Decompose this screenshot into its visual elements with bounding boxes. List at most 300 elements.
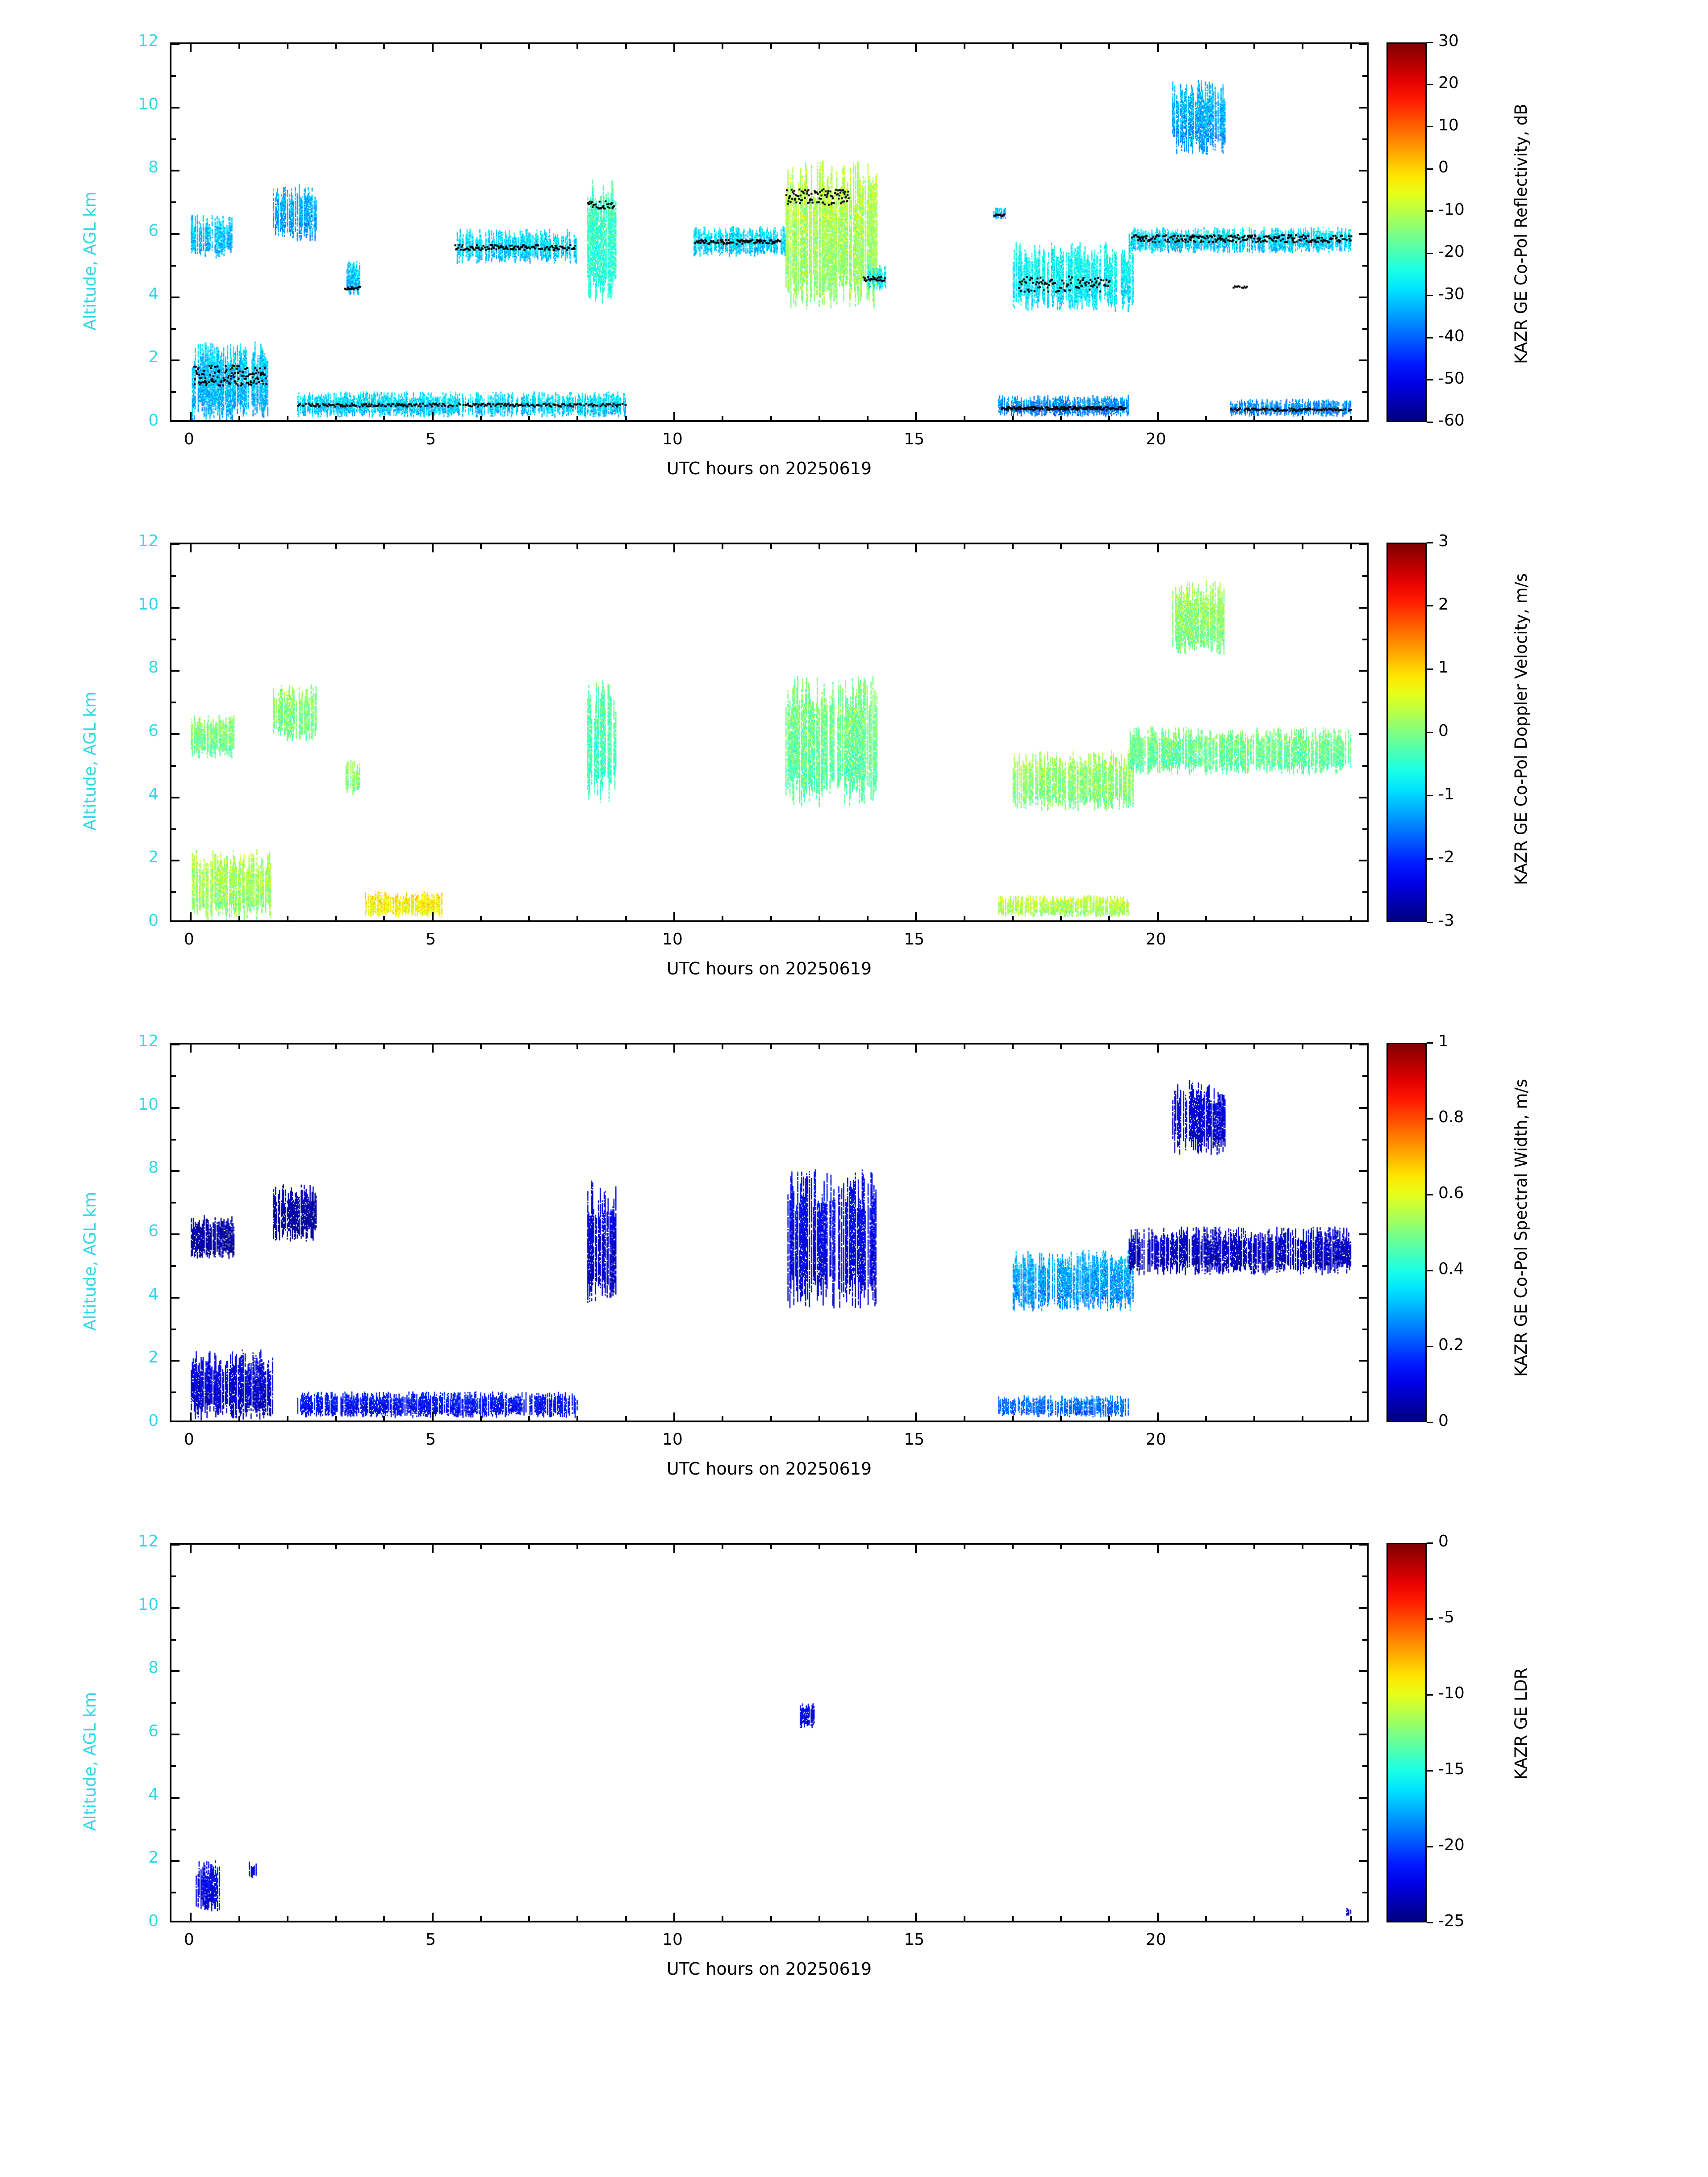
- y-tick-minor-right: [1362, 201, 1367, 203]
- x-tick-minor-top: [480, 1045, 482, 1049]
- x-tick-minor: [1350, 1416, 1352, 1421]
- x-tick-minor-top: [1012, 1545, 1014, 1549]
- x-tick-minor: [819, 916, 820, 920]
- y-tick-label: 8: [148, 158, 159, 177]
- x-tick-minor: [1060, 916, 1062, 920]
- x-tick-minor-top: [770, 544, 772, 549]
- colorbar-tick: [1427, 732, 1433, 733]
- x-tick-minor: [1205, 1416, 1207, 1421]
- x-tick-top: [673, 44, 675, 52]
- y-tick-minor-right: [1362, 138, 1367, 140]
- x-tick-minor-top: [335, 1545, 337, 1549]
- y-tick-label: 12: [138, 1032, 159, 1050]
- x-tick-top: [432, 1545, 434, 1553]
- y-tick: [171, 607, 180, 609]
- x-tick-minor: [625, 416, 627, 420]
- heatmap-canvas-0: [171, 44, 1369, 422]
- colorbar-tick-label: -2: [1438, 848, 1454, 867]
- x-tick-minor: [480, 1416, 482, 1421]
- x-tick-minor-top: [1302, 544, 1303, 549]
- y-tick: [171, 1297, 180, 1299]
- x-tick-minor-top: [1205, 544, 1207, 549]
- x-tick-minor-top: [625, 1045, 627, 1049]
- x-tick-minor: [238, 916, 240, 920]
- y-tick-minor-right: [1362, 702, 1367, 703]
- x-tick-label: 20: [1145, 930, 1166, 949]
- colorbar-tick-label: 1: [1438, 1032, 1449, 1050]
- y-tick-right: [1359, 1233, 1367, 1235]
- colorbar-tick: [1427, 126, 1433, 127]
- y-tick-minor-right: [1362, 639, 1367, 640]
- colorbar-tick-label: -10: [1438, 200, 1465, 219]
- colorbar-tick: [1427, 858, 1433, 860]
- x-tick-minor-top: [1205, 1045, 1207, 1049]
- x-tick-minor-top: [576, 1045, 578, 1049]
- x-tick-top: [673, 1545, 675, 1553]
- y-tick-minor: [171, 1829, 176, 1830]
- x-tick: [1157, 912, 1159, 920]
- x-tick-minor: [1108, 416, 1110, 420]
- x-tick-top: [915, 44, 917, 52]
- heatmap-canvas-1: [171, 544, 1369, 922]
- x-tick-label: 10: [662, 1430, 683, 1449]
- y-tick-minor-right: [1362, 391, 1367, 393]
- y-tick-label: 10: [138, 1095, 159, 1114]
- y-tick-label: 2: [148, 1348, 159, 1367]
- y-tick-label: 0: [148, 411, 159, 430]
- colorbar-title: KAZR GE Co-Pol Doppler Velocity, m/s: [1512, 573, 1531, 885]
- colorbar-tick: [1427, 669, 1433, 670]
- x-tick-label: 0: [184, 1430, 194, 1449]
- x-tick-minor-top: [1108, 1045, 1110, 1049]
- colorbar-tick: [1427, 1270, 1433, 1271]
- x-tick-minor-top: [1205, 1545, 1207, 1549]
- colorbar-tick: [1427, 379, 1433, 380]
- x-tick-minor: [1350, 416, 1352, 420]
- x-tick-minor: [1350, 1916, 1352, 1921]
- colorbar-tick-label: 0: [1438, 722, 1449, 740]
- x-tick: [432, 1913, 434, 1921]
- x-tick-minor: [383, 1916, 385, 1921]
- plot-area-1: [170, 543, 1369, 922]
- x-tick-minor-top: [1060, 1045, 1062, 1049]
- x-tick-minor: [1253, 416, 1255, 420]
- x-tick-minor: [1060, 1916, 1062, 1921]
- colorbar-tick: [1427, 295, 1433, 296]
- x-tick-minor-top: [287, 44, 288, 49]
- x-tick-label: 0: [184, 930, 194, 949]
- y-tick-label: 6: [148, 221, 159, 240]
- y-tick-minor-right: [1362, 1075, 1367, 1077]
- y-tick-right: [1359, 1360, 1367, 1362]
- x-tick-minor-top: [1060, 44, 1062, 49]
- panel-spectral-width: [0, 1000, 1708, 1492]
- plot-area-3: [170, 1543, 1369, 1922]
- x-tick-minor: [528, 1916, 530, 1921]
- x-tick-minor-top: [287, 1045, 288, 1049]
- y-axis-label: Altitude, AGL km: [80, 1692, 100, 1831]
- colorbar-tick: [1427, 1922, 1433, 1923]
- x-tick-minor: [770, 416, 772, 420]
- y-axis-label: Altitude, AGL km: [80, 1191, 100, 1331]
- y-tick-minor-right: [1362, 891, 1367, 893]
- x-tick-label: 20: [1145, 1930, 1166, 1949]
- x-tick-top: [190, 1545, 192, 1553]
- x-tick-top: [673, 1045, 675, 1053]
- x-tick-minor: [867, 1916, 869, 1921]
- x-tick-minor-top: [625, 544, 627, 549]
- x-tick-minor: [383, 916, 385, 920]
- colorbar-tick: [1427, 210, 1433, 212]
- x-tick-label: 10: [662, 1930, 683, 1949]
- x-tick-minor-top: [1350, 1045, 1352, 1049]
- x-tick: [915, 912, 917, 920]
- x-tick-top: [1157, 1045, 1159, 1053]
- y-tick-minor: [171, 828, 176, 830]
- y-tick-label: 8: [148, 658, 159, 677]
- y-tick: [171, 170, 180, 171]
- x-tick-top: [673, 544, 675, 552]
- x-tick-minor: [287, 916, 288, 920]
- y-tick-label: 8: [148, 1659, 159, 1677]
- colorbar-tick-label: -20: [1438, 242, 1465, 261]
- colorbar-tick-label: -1: [1438, 785, 1454, 803]
- x-tick-minor: [528, 1416, 530, 1421]
- panel-ldr: [0, 1500, 1708, 1992]
- x-tick-minor-top: [1012, 44, 1014, 49]
- x-tick-minor-top: [964, 44, 965, 49]
- x-tick-label: 15: [904, 1930, 925, 1949]
- x-tick-top: [915, 544, 917, 552]
- y-tick-minor: [171, 1075, 176, 1077]
- y-tick-minor: [171, 1202, 176, 1203]
- x-tick-minor: [480, 416, 482, 420]
- heatmap-canvas-2: [171, 1045, 1369, 1422]
- x-tick-minor-top: [480, 544, 482, 549]
- x-tick-minor-top: [819, 544, 820, 549]
- x-tick-minor-top: [238, 544, 240, 549]
- colorbar-tick: [1427, 1346, 1433, 1347]
- x-tick-minor-top: [1060, 544, 1062, 549]
- colorbar-tick-label: 0: [1438, 1412, 1449, 1430]
- y-tick-minor: [171, 201, 176, 203]
- x-tick: [673, 1913, 675, 1921]
- x-tick-minor-top: [867, 44, 869, 49]
- y-tick-minor: [171, 391, 176, 393]
- x-tick-minor-top: [722, 1045, 723, 1049]
- x-tick-minor-top: [1012, 544, 1014, 549]
- y-tick: [171, 1544, 180, 1546]
- y-tick-minor: [171, 1139, 176, 1141]
- y-tick-minor: [171, 265, 176, 267]
- x-tick: [673, 912, 675, 920]
- x-tick-top: [1157, 544, 1159, 552]
- x-tick-minor-top: [964, 1045, 965, 1049]
- x-tick-minor: [287, 416, 288, 420]
- x-tick-minor: [1302, 1416, 1303, 1421]
- x-tick-minor-top: [576, 1545, 578, 1549]
- x-tick-minor-top: [1302, 44, 1303, 49]
- colorbar-tick-label: 0: [1438, 1532, 1449, 1550]
- x-tick-top: [1157, 1545, 1159, 1553]
- x-tick-minor: [722, 916, 723, 920]
- colorbar-tick: [1427, 337, 1433, 338]
- x-tick-minor-top: [528, 44, 530, 49]
- x-tick-minor-top: [335, 1045, 337, 1049]
- y-tick-label: 4: [148, 1785, 159, 1804]
- x-tick-label: 5: [426, 1430, 436, 1449]
- y-tick-right: [1359, 543, 1367, 545]
- x-tick-minor: [238, 416, 240, 420]
- x-tick-minor: [1060, 416, 1062, 420]
- x-tick-minor: [1253, 1916, 1255, 1921]
- colorbar-tick-label: -30: [1438, 284, 1465, 303]
- y-tick-label: 12: [138, 1532, 159, 1550]
- x-tick: [190, 412, 192, 420]
- x-tick-minor-top: [1253, 44, 1255, 49]
- x-tick-minor-top: [770, 44, 772, 49]
- colorbar-tick-label: 20: [1438, 74, 1459, 92]
- y-tick-minor-right: [1362, 1639, 1367, 1641]
- x-tick-minor-top: [867, 1545, 869, 1549]
- y-tick-right: [1359, 1607, 1367, 1609]
- x-tick-minor: [722, 416, 723, 420]
- panel-doppler-velocity: [0, 500, 1708, 991]
- x-tick-minor-top: [1253, 1045, 1255, 1049]
- y-tick: [171, 860, 180, 861]
- x-tick-label: 20: [1145, 430, 1166, 448]
- y-tick-minor: [171, 1702, 176, 1704]
- x-tick: [915, 1913, 917, 1921]
- colorbar-title: KAZR GE Co-Pol Reflectivity, dB: [1512, 103, 1531, 364]
- x-tick-label: 10: [662, 430, 683, 448]
- y-tick-minor-right: [1362, 1265, 1367, 1267]
- colorbar-tick: [1427, 1422, 1433, 1423]
- x-tick-minor: [867, 416, 869, 420]
- x-tick-minor-top: [722, 1545, 723, 1549]
- y-tick: [171, 1860, 180, 1862]
- x-tick: [432, 912, 434, 920]
- colorbar-tick: [1427, 42, 1433, 43]
- x-tick-minor: [1205, 1916, 1207, 1921]
- y-tick-right: [1359, 1797, 1367, 1799]
- colorbar-tick-label: -40: [1438, 327, 1465, 346]
- x-tick-minor: [383, 1416, 385, 1421]
- y-tick: [171, 1734, 180, 1735]
- y-tick: [171, 733, 180, 735]
- y-tick-minor-right: [1362, 75, 1367, 77]
- x-tick-minor: [576, 1916, 578, 1921]
- colorbar-tick-label: -60: [1438, 411, 1465, 430]
- colorbar-tick-label: 3: [1438, 532, 1449, 550]
- colorbar-tick-label: 1: [1438, 658, 1449, 677]
- colorbar-tick: [1427, 542, 1433, 543]
- y-tick: [171, 43, 180, 45]
- x-tick-minor: [1108, 1416, 1110, 1421]
- colorbar-tick: [1427, 1694, 1433, 1696]
- y-tick-label: 6: [148, 722, 159, 740]
- colorbar-tick-label: -10: [1438, 1684, 1465, 1702]
- x-tick-minor: [770, 916, 772, 920]
- y-tick: [171, 107, 180, 109]
- x-tick-minor-top: [383, 44, 385, 49]
- heatmap-canvas-3: [171, 1545, 1369, 1922]
- x-tick-minor-top: [722, 544, 723, 549]
- x-tick-label: 10: [662, 930, 683, 949]
- y-tick-right: [1359, 170, 1367, 171]
- x-tick-minor-top: [238, 44, 240, 49]
- y-tick: [171, 1670, 180, 1672]
- x-tick-minor: [964, 916, 965, 920]
- y-tick-right: [1359, 1170, 1367, 1172]
- x-tick-minor-top: [867, 1045, 869, 1049]
- x-tick-top: [190, 44, 192, 52]
- x-tick: [432, 412, 434, 420]
- x-tick-minor-top: [576, 544, 578, 549]
- y-tick-label: 6: [148, 1222, 159, 1240]
- x-tick-minor: [480, 1916, 482, 1921]
- plot-area-0: [170, 42, 1369, 422]
- y-tick-minor-right: [1362, 328, 1367, 330]
- y-tick-label: 10: [138, 95, 159, 113]
- colorbar-tick-label: 0.2: [1438, 1336, 1464, 1354]
- x-tick-minor-top: [238, 1545, 240, 1549]
- x-tick-label: 5: [426, 1930, 436, 1949]
- panel-reflectivity: [0, 0, 1708, 491]
- colorbar-tick: [1427, 605, 1433, 606]
- x-tick-minor-top: [383, 1545, 385, 1549]
- colorbar-tick: [1427, 1118, 1433, 1120]
- y-tick-minor: [171, 702, 176, 703]
- x-tick-minor-top: [335, 544, 337, 549]
- x-tick-minor: [722, 1416, 723, 1421]
- x-tick-minor-top: [867, 544, 869, 549]
- x-tick-minor-top: [480, 1545, 482, 1549]
- y-tick-label: 0: [148, 911, 159, 930]
- x-tick-minor: [819, 416, 820, 420]
- x-tick-minor: [1012, 1416, 1014, 1421]
- y-tick-label: 4: [148, 1285, 159, 1304]
- x-tick-top: [432, 44, 434, 52]
- y-tick: [171, 797, 180, 798]
- x-tick-top: [190, 544, 192, 552]
- x-tick-minor-top: [238, 1045, 240, 1049]
- x-tick-minor: [1253, 916, 1255, 920]
- x-tick-top: [1157, 44, 1159, 52]
- x-tick-minor: [964, 1916, 965, 1921]
- y-tick-minor: [171, 575, 176, 577]
- x-axis-label: UTC hours on 20250619: [666, 1959, 872, 1979]
- y-tick-label: 12: [138, 32, 159, 50]
- y-axis-label: Altitude, AGL km: [80, 191, 100, 330]
- y-tick: [171, 359, 180, 361]
- y-tick-minor: [171, 1639, 176, 1641]
- x-tick-label: 0: [184, 1930, 194, 1949]
- y-tick-label: 2: [148, 1848, 159, 1867]
- y-tick-right: [1359, 607, 1367, 609]
- colorbar-tick: [1427, 1042, 1433, 1044]
- x-tick: [915, 1412, 917, 1421]
- x-tick-minor: [1108, 1916, 1110, 1921]
- x-tick-top: [432, 1045, 434, 1053]
- y-tick-label: 0: [148, 1912, 159, 1930]
- colorbar-tick-label: 0.4: [1438, 1260, 1464, 1278]
- y-tick: [171, 543, 180, 545]
- y-tick-minor: [171, 328, 176, 330]
- x-tick-minor-top: [335, 44, 337, 49]
- y-tick-minor-right: [1362, 765, 1367, 767]
- x-tick: [190, 912, 192, 920]
- x-axis-label: UTC hours on 20250619: [666, 459, 872, 478]
- x-tick: [1157, 1412, 1159, 1421]
- y-tick: [171, 297, 180, 298]
- x-tick-minor: [867, 916, 869, 920]
- x-tick-minor: [528, 916, 530, 920]
- y-tick-minor-right: [1362, 1892, 1367, 1893]
- y-tick: [171, 1170, 180, 1172]
- colorbar-tick: [1427, 795, 1433, 796]
- x-tick-minor-top: [1302, 1045, 1303, 1049]
- y-tick-minor-right: [1362, 575, 1367, 577]
- x-tick-minor: [625, 1916, 627, 1921]
- x-tick-minor-top: [770, 1545, 772, 1549]
- y-tick-minor-right: [1362, 1702, 1367, 1704]
- x-tick-minor: [1253, 1416, 1255, 1421]
- x-tick-minor-top: [1253, 544, 1255, 549]
- colorbar-0: [1386, 42, 1427, 422]
- y-tick-minor-right: [1362, 828, 1367, 830]
- y-tick-minor: [171, 891, 176, 893]
- y-tick-minor: [171, 1575, 176, 1577]
- y-tick: [171, 1360, 180, 1362]
- x-tick: [1157, 412, 1159, 420]
- x-tick-minor-top: [1205, 44, 1207, 49]
- y-tick-label: 8: [148, 1158, 159, 1177]
- y-tick-right: [1359, 670, 1367, 672]
- x-tick-minor: [819, 1916, 820, 1921]
- x-tick: [673, 412, 675, 420]
- y-tick: [171, 1044, 180, 1045]
- y-tick: [171, 1797, 180, 1799]
- y-tick-minor: [171, 1329, 176, 1330]
- colorbar-tick: [1427, 1846, 1433, 1847]
- x-tick-minor: [576, 416, 578, 420]
- y-tick-minor-right: [1362, 1575, 1367, 1577]
- plot-area-2: [170, 1043, 1369, 1422]
- x-tick-minor-top: [625, 44, 627, 49]
- x-tick-minor: [335, 916, 337, 920]
- y-tick-right: [1359, 233, 1367, 235]
- x-tick-minor: [335, 1416, 337, 1421]
- colorbar-tick-label: 30: [1438, 32, 1459, 50]
- x-tick-minor-top: [1350, 544, 1352, 549]
- x-tick-minor-top: [528, 1045, 530, 1049]
- x-tick-minor: [964, 416, 965, 420]
- x-tick-minor: [1302, 1916, 1303, 1921]
- x-tick-minor: [1302, 916, 1303, 920]
- x-tick-top: [190, 1045, 192, 1053]
- y-tick-right: [1359, 1670, 1367, 1672]
- x-tick-label: 5: [426, 430, 436, 448]
- y-tick-minor: [171, 1391, 176, 1393]
- x-tick-minor: [238, 1416, 240, 1421]
- y-tick-label: 12: [138, 532, 159, 550]
- x-tick-label: 5: [426, 930, 436, 949]
- y-tick-minor-right: [1362, 1391, 1367, 1393]
- x-tick-minor-top: [480, 44, 482, 49]
- y-tick-label: 6: [148, 1722, 159, 1740]
- colorbar-1: [1386, 543, 1427, 922]
